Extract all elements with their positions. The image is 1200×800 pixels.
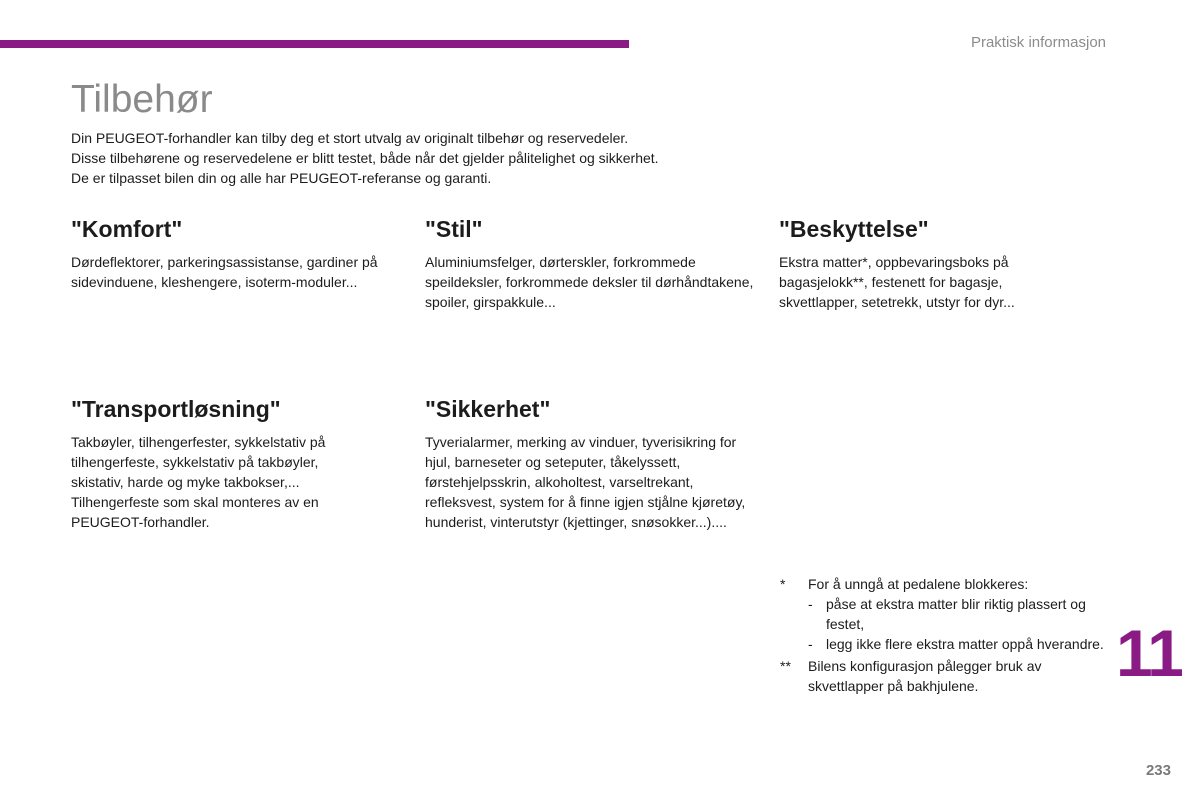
footnote-mark: ** [780, 658, 791, 674]
page-number: 233 [1145, 762, 1171, 779]
category-komfort [71, 214, 401, 292]
top-accent-bar [0, 40, 629, 48]
category-text: Dørdeflektorer, parkeringsassistanse, gardiner på sidevinduene, kleshengere, isoterm-moduler... [71, 254, 378, 290]
category-title: "Beskyttelse" [779, 216, 929, 242]
chapter-number: 11 [1116, 616, 1182, 690]
category-title: "Komfort" [71, 216, 183, 242]
footnote-text: Bilens konfigurasjon pålegger bruk av skvettlapper på bakhjulene. [808, 658, 1042, 694]
section-title: Praktisk informasjon [970, 34, 1106, 51]
intro-line: De er tilpasset bilen din og alle har PEUGEOT-referanse og garanti. [71, 170, 492, 186]
list-item-text: påse at ekstra matter blir riktig plassert og festet, [826, 596, 1086, 632]
category-text: Tyverialarmer, merking av vinduer, tyverisikring for hjul, barneseter og seteputer, tåkelyssett, førstehjelpsskrin, alkoholtest, varseltrekant, refleksvest, system for å finne igjen stjålne kjøretøy, hunderist, vinterutstyr (kjettinger, snøsokker...).... [425, 434, 746, 530]
intro-line: Disse tilbehørene og reservedelene er blitt testet, både når det gjelder pålitelighet og sikkerhet. [71, 150, 659, 166]
footnotes [780, 574, 1110, 696]
footnote-double-star [780, 656, 1110, 696]
category-text: Ekstra matter*, oppbevaringsboks på bagasjelokk**, festenett for bagasje, skvettlapper, setetrekk, utstyr for dyr... [779, 254, 1015, 310]
category-title: "Stil" [425, 216, 483, 242]
footnote-list-item [780, 634, 1110, 654]
intro-line: Din PEUGEOT-forhandler kan tilby deg et stort utvalg av originalt tilbehør og reservedeler. [71, 130, 629, 146]
footnote-list-item [780, 594, 1110, 634]
category-text: Takbøyler, tilhengerfester, sykkelstativ på tilhengerfeste, sykkelstativ på takbøyler, skistativ, harde og myke takbokser,... Tilhengerfeste som skal monteres av en PEUGEOT-forhandler. [71, 434, 326, 530]
list-dash: - [808, 636, 813, 652]
category-title: "Transportløsning" [71, 396, 281, 422]
category-transportlosning [71, 394, 371, 532]
footnote-mark: * [780, 576, 786, 592]
category-stil [425, 214, 755, 312]
intro-paragraph [71, 128, 771, 188]
category-text: Aluminiumsfelger, dørterskler, forkrommede speildeksler, forkrommede deksler til dørhåndtakene, spoiler, girspakkule... [425, 254, 754, 310]
footnote-text: For å unngå at pedalene blokkeres: [808, 576, 1029, 592]
footnote-single-star [780, 574, 1110, 594]
category-beskyttelse [779, 214, 1079, 312]
list-dash: - [808, 596, 813, 612]
category-sikkerhet [425, 394, 755, 532]
list-item-text: legg ikke flere ekstra matter oppå hverandre. [826, 636, 1104, 652]
page-title: Tilbehør [71, 78, 213, 121]
category-title: "Sikkerhet" [425, 396, 551, 422]
